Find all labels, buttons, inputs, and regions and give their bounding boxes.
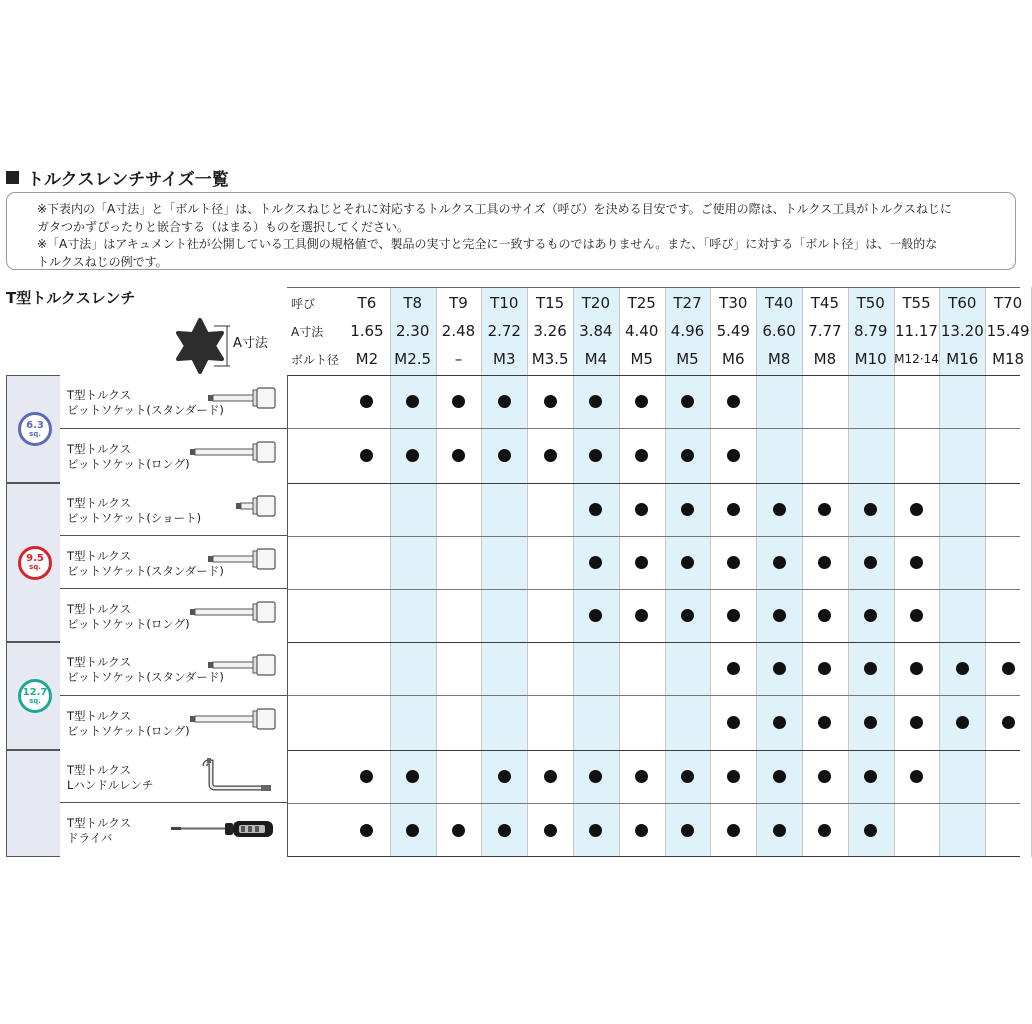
availability-dot <box>818 662 831 675</box>
row-divider <box>287 483 1020 484</box>
availability-dot <box>681 449 694 462</box>
a-dim-value: 3.26 <box>533 322 567 340</box>
availability-dot <box>360 395 373 408</box>
availability-dot <box>681 395 694 408</box>
tool-row <box>60 803 287 857</box>
a-dim-value: 4.40 <box>624 322 659 340</box>
note-line: ガタつかずぴったりと嵌合する（はまる）ものを選択してください。 <box>37 219 410 234</box>
bit-socket-standard-icon <box>207 652 279 682</box>
tool-name-line: T型トルクス <box>67 763 132 777</box>
availability-dot <box>360 449 373 462</box>
a-dim-value: 11.17 <box>895 322 938 340</box>
availability-dot <box>452 824 465 837</box>
availability-dot <box>773 824 786 837</box>
a-dim-value: 2.48 <box>441 322 476 340</box>
availability-dot <box>635 449 648 462</box>
row-divider <box>287 375 1020 376</box>
availability-dot <box>773 556 786 569</box>
size-header: T8 <box>403 294 423 312</box>
bolt-value: – <box>454 350 463 368</box>
availability-dot <box>498 395 511 408</box>
availability-dot <box>544 770 557 783</box>
bit-socket-standard-icon <box>207 385 279 415</box>
bolt-value: M10 <box>854 350 887 368</box>
size-header: T60 <box>948 294 977 312</box>
table-subtitle: T型トルクスレンチ <box>6 289 136 307</box>
bolt-value: M8 <box>767 350 791 368</box>
row-divider <box>287 803 1020 804</box>
bolt-value: M2.5 <box>394 350 432 368</box>
bolt-value: M5 <box>676 350 699 368</box>
bolt-value: M12·14 <box>894 352 939 366</box>
tool-row <box>60 375 287 429</box>
bolt-value: M8 <box>813 350 837 368</box>
bit-socket-short-icon <box>235 493 279 523</box>
note-line: ※下表内の「A寸法」と「ボルト径」は、トルクスねじとそれに対応するトルクス工具のサイズ（呼び）を決める目安です。ご使用の際は、トルクス工具がトルクスねじに <box>37 202 952 216</box>
availability-dot <box>818 770 831 783</box>
bolt-value: M6 <box>722 350 745 368</box>
drive-size-unit: sq. <box>29 696 41 705</box>
availability-dot <box>818 609 831 622</box>
size-header: T6 <box>357 294 377 312</box>
a-dim-value: 13.20 <box>940 322 984 340</box>
availability-dot <box>956 662 969 675</box>
drive-size-value: 12.7 <box>22 686 48 698</box>
tool-row <box>60 642 287 696</box>
availability-dot <box>910 662 923 675</box>
tool-name-line: T型トルクス <box>67 549 132 563</box>
availability-dot <box>910 716 923 729</box>
availability-dot <box>452 449 465 462</box>
tool-name-line: Lハンドルレンチ <box>67 778 154 792</box>
drive-size-value: 6.3 <box>26 419 44 431</box>
availability-dot <box>681 556 694 569</box>
availability-dot <box>544 824 557 837</box>
row-divider <box>287 642 1020 643</box>
notes-box <box>6 192 1016 270</box>
availability-dot <box>818 503 831 516</box>
a-dim-value: 2.30 <box>395 322 430 340</box>
availability-dot <box>498 824 511 837</box>
availability-dot <box>681 503 694 516</box>
drive-size-value: 9.5 <box>26 553 44 564</box>
square-bullet-icon <box>6 171 19 184</box>
availability-dot <box>727 609 740 622</box>
tool-name-line: T型トルクス <box>67 496 132 510</box>
dimension-label: A寸法 <box>233 336 268 351</box>
availability-dot <box>818 556 831 569</box>
availability-dot <box>910 556 923 569</box>
bit-socket-standard-icon <box>207 546 279 576</box>
availability-dot <box>773 609 786 622</box>
availability-dot <box>681 609 694 622</box>
drive-size-badge <box>18 412 52 446</box>
availability-dot <box>910 609 923 622</box>
note-line: ※「A寸法」はアキュメント社が公開している工具側の規格値で、製品の実寸と完全に一致するものではありません。また、「呼び」に対する「ボルト径」は、一般的な <box>37 237 938 251</box>
bolt-value: M3 <box>493 350 516 368</box>
tool-name-line: ビットソケット(スタンダード) <box>67 564 224 578</box>
bolt-value: M3.5 <box>531 350 569 368</box>
availability-dot <box>406 824 419 837</box>
bit-socket-long-icon <box>189 599 279 629</box>
bolt-value: M16 <box>946 350 979 368</box>
tool-row <box>60 696 287 750</box>
tool-name-line: T型トルクス <box>67 388 132 402</box>
drive-size-unit: sq. <box>29 429 41 438</box>
a-dim-value: 5.49 <box>716 322 750 340</box>
availability-dot <box>727 395 740 408</box>
tool-name-line: ビットソケット(ロング) <box>67 724 190 738</box>
availability-dot <box>635 770 648 783</box>
tool-name <box>67 602 190 632</box>
header-label-a-dim: A寸法 <box>291 324 324 339</box>
availability-dot <box>544 449 557 462</box>
availability-dot <box>1002 716 1015 729</box>
tool-name-line: T型トルクス <box>67 442 132 456</box>
a-dim-value: 15.49 <box>986 322 1030 340</box>
tool-name <box>67 442 190 472</box>
availability-dot <box>635 503 648 516</box>
tool-name-line: T型トルクス <box>67 602 132 616</box>
availability-dot <box>864 824 877 837</box>
tool-row <box>60 750 287 803</box>
availability-dot <box>635 609 648 622</box>
tool-name-line: ドライバ <box>67 831 113 845</box>
tool-row <box>60 536 287 589</box>
size-header: T55 <box>902 294 931 312</box>
tool-row <box>60 483 287 536</box>
availability-dot <box>910 770 923 783</box>
tool-name-line: T型トルクス <box>67 816 132 830</box>
availability-dot <box>773 770 786 783</box>
availability-dot <box>360 824 373 837</box>
tool-row <box>60 429 287 483</box>
size-header: T20 <box>581 294 611 312</box>
l-handle-wrench-icon <box>199 758 279 798</box>
drive-size-unit: sq. <box>29 563 41 571</box>
tool-name <box>67 763 153 793</box>
availability-dot <box>727 770 740 783</box>
a-dim-value: 6.60 <box>762 322 796 340</box>
availability-dot <box>635 824 648 837</box>
bolt-value: M5 <box>630 350 653 368</box>
availability-dot <box>727 449 740 462</box>
a-dim-value: 2.72 <box>487 322 521 340</box>
tool-name-line: ビットソケット(スタンダード) <box>67 403 224 417</box>
tool-name <box>67 496 201 526</box>
size-table <box>287 287 1030 857</box>
size-header: T27 <box>673 294 702 312</box>
tool-name <box>67 655 224 685</box>
bit-socket-long-icon <box>189 706 279 736</box>
tool-name-line: T型トルクス <box>67 655 132 669</box>
bolt-value: M2 <box>355 350 379 368</box>
row-divider <box>287 856 1020 857</box>
availability-dot <box>818 824 831 837</box>
size-header: T25 <box>627 294 656 312</box>
tool-name-line: ビットソケット(スタンダード) <box>67 670 224 684</box>
availability-dot <box>452 395 465 408</box>
a-dim-value: 1.65 <box>350 322 384 340</box>
availability-dot <box>773 662 786 675</box>
a-dim-value: 8.79 <box>853 322 888 340</box>
tool-name <box>67 549 224 579</box>
availability-dot <box>727 824 740 837</box>
a-dim-value: 4.96 <box>670 322 705 340</box>
availability-dot <box>818 716 831 729</box>
availability-dot <box>773 503 786 516</box>
size-header: T9 <box>449 294 468 312</box>
screwdriver-icon <box>169 817 279 845</box>
row-divider <box>287 287 1020 288</box>
drive-size-badge <box>18 546 52 580</box>
torx-star-icon <box>170 316 230 376</box>
availability-dot <box>727 503 740 516</box>
drive-size-badge <box>18 679 52 713</box>
section-title <box>6 165 229 190</box>
tool-name-line: ビットソケット(ショート) <box>67 511 202 525</box>
bolt-value: M18 <box>992 350 1025 368</box>
size-header: T30 <box>719 294 748 312</box>
availability-dot <box>681 770 694 783</box>
availability-dot <box>956 716 969 729</box>
tool-name <box>67 388 224 418</box>
row-divider <box>287 536 1020 537</box>
section-title-text: トルクスレンチサイズ一覧 <box>27 170 229 190</box>
bolt-value: M4 <box>584 350 608 368</box>
availability-dot <box>635 556 648 569</box>
availability-dot <box>1002 662 1015 675</box>
row-divider <box>287 428 1020 429</box>
size-header: T40 <box>764 294 794 312</box>
size-header: T50 <box>856 294 885 312</box>
tool-row <box>60 589 287 642</box>
tool-name-line: ビットソケット(ロング) <box>67 617 190 631</box>
availability-dot <box>727 716 740 729</box>
size-header: T45 <box>810 294 840 312</box>
row-divider <box>287 750 1020 751</box>
a-dim-value: 3.84 <box>579 322 613 340</box>
availability-dot <box>589 824 602 837</box>
tool-name-line: ビットソケット(ロング) <box>67 457 190 471</box>
tool-name-line: T型トルクス <box>67 709 132 723</box>
note-line: トルクスねじの例です。 <box>37 254 168 269</box>
row-divider <box>287 589 1020 590</box>
availability-dot <box>727 556 740 569</box>
header-label-bolt: ボルト径 <box>291 352 340 367</box>
size-header: T10 <box>490 294 519 312</box>
availability-dot <box>498 770 511 783</box>
availability-dot <box>910 503 923 516</box>
availability-dot <box>681 824 694 837</box>
availability-dot <box>773 716 786 729</box>
size-header: T70 <box>993 294 1023 312</box>
header-label-size: 呼び <box>291 296 316 311</box>
availability-dot <box>498 449 511 462</box>
availability-dot <box>360 770 373 783</box>
row-divider <box>287 695 1020 696</box>
availability-dot <box>727 662 740 675</box>
tool-name <box>67 816 131 846</box>
tool-name <box>67 709 190 739</box>
size-header: T15 <box>535 294 565 312</box>
bit-socket-long-icon <box>189 439 279 469</box>
a-dim-value: 7.77 <box>808 322 842 340</box>
availability-dot <box>635 395 648 408</box>
availability-dot <box>544 395 557 408</box>
